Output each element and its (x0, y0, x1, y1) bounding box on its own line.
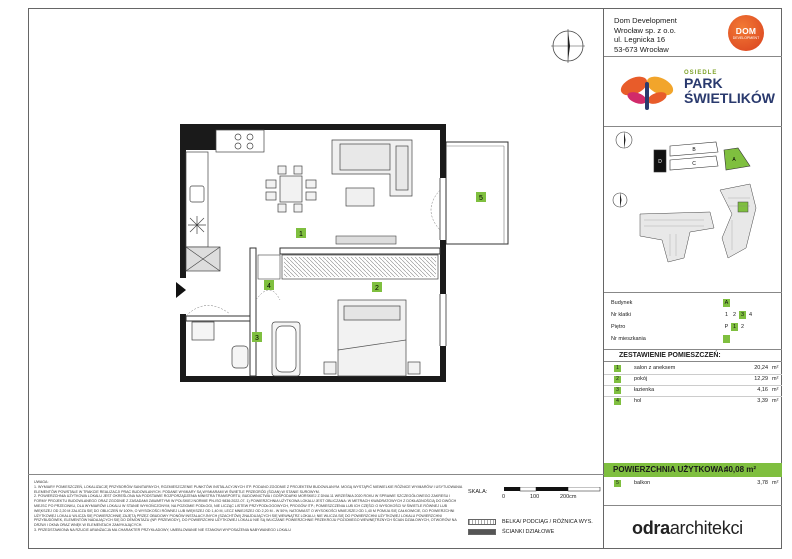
estate-prefix: OSIEDLE (684, 70, 718, 76)
company-line: 53-673 Wrocław (614, 44, 669, 54)
note-item: 3. PRZEDSTAWIONA NA RZUCIE ARANŻACJA MA CHARAKTER PRZYKŁADOWY, UMEBLOWANIE NIE STANOWI WYPOSAŻENIA NABYWANEGO LOKALU (34, 527, 291, 532)
building-d: D (658, 159, 662, 165)
room-row: 2 pokój 12,29 m² (614, 375, 780, 384)
scale-label: SKALA: (468, 489, 488, 495)
room-label-3: 3 (255, 335, 259, 342)
company-line: Dom Development (614, 16, 677, 25)
architect-logo: odraarchitekci (632, 518, 743, 538)
floor-plan (150, 100, 530, 400)
column (186, 130, 216, 150)
note-item: 1. WYMIARY POMIESZCZEŃ, LOKALIZACJĘ PRZYBORÓW SANITARNYCH, ROZMIESZCZENIE PUNKTÓW INSTALACYJNYCH ITP. PODANO ZGODNIE Z PROJEKTEM BUDOWLANYM. MOGĄ WYSTĄPIĆ NIEWIELKIE RÓŻNICE WYMIARÓW I USYTUOWANIA ELEMENTÓW POWSTAŁE W TRAKCIE REALIZACJI PRAC BUDOWLANYCH. PODANE WYMIARY SĄ WYMIARAMI W ŚWIETLE PRZEGRÓD (ŚCIAN) W STANIE SUROWYM. (34, 484, 463, 494)
note-item: 2. POWIERZCHNIA UŻYTKOWA LOKALU JEST OKREŚLONA NA PODSTAWIE ROZPORZĄDZENIA MINISTRA TRANSPORTU, BUDOWNICTWA I GOSPODARKI MORSKIEJ Z DNIA 11 WRZEŚNIA 2020 ROKU W SPRAWIE SZCZEGÓŁOWEGO ZAKRESU I FORMY PROJEKTU BUDOWLANEGO ORAZ ZGODNIE Z ZASADAMI ZAWARTYMI W POLSKIEJ NORMIE PN-ISO 9836:2022-07. 1) POWIERZCHNIA UŻYTKOWA LOKALU JEST OBLICZANA: W METRACH KWADRATOWYCH Z DOKŁADNOŚCIĄ DO DWÓCH MIEJSC PO PRZECINKU, DLA WYMIARÓW LOKALU W STANIE WYKOŃCZONYM, NA POZIOMIE PODŁOGI, NIE LICZĄC LISTEW PRZYPODŁOGOWYCH, PROGÓW ITP.; POMIESZCZENIA LUB ICH CZĘŚCI O WYSOKOŚCI W ŚWIETLE RÓWNEJ LUB WIĘKSZEJ OD 2,20 M ZALICZA SIĘ DO OBLICZEŃ W 100%, O WYSOKOŚCI RÓWNEJ LUB WIĘKSZEJ OD 1,40 M, LECZ MNIEJSZEJ OD 2,20 M - W 50%, NATOMIAST O WYSOKOŚCI MNIEJSZEJ OD 1,40 M POMIJA SIĘ CAŁKOWICIE, DO POWIERZCHNI UŻYTKOWEJ LOKALU WLICZA SIĘ POWIERZCHNIĘ ZAJĘTĄ PRZEZ OBUDOWY PIONÓW INSTALACYJNYCH (SZACHTÓW) ZNAJDUJĄCYCH SIĘ WEWNĄTRZ LOKALU; NIE WLICZA SIĘ DO POWIERZCHNI UŻYTKOWEJ LOKALU POWIERZCHNI PRZYBUDÓWEK, ELEMENTÓW NADAJĄCYCH SIĘ DO DEMONTAŻU (NP. PRZEWODY), DO POWIERZCHNI UŻYTKOWEJ LOKALU NIE SĄ WLICZANE POWIERZCHNIE PRZEKROJU POZIOMEGO WEWNĘTRZNYCH ŚCIAN DZIAŁOWYCH, OTWORÓW NA DRZWI I OKNA ORAZ WNĘK W ELEMENTACH ZAMYKAJĄCYCH. (34, 494, 457, 528)
usable-area-value: 40,08 m² (724, 465, 757, 474)
room-row-balcony: 5 balkon 3,78 m² (614, 479, 780, 488)
building-b: B (692, 147, 696, 153)
wall-east-top (440, 124, 446, 178)
notes-heading: UWAGA: (34, 480, 49, 484)
estate-name (684, 70, 775, 106)
company-address (614, 16, 677, 54)
wall-south (180, 376, 446, 382)
usable-area-label: POWIERZCHNIA UŻYTKOWA: (613, 465, 727, 474)
estate-name-line1: PARK (684, 75, 723, 91)
legend (468, 517, 593, 537)
room-label-1: 1 (299, 231, 303, 238)
scale-bar: SKALA: 0 100 200cm (468, 489, 487, 495)
company-line: ul. Legnicka 16 (614, 35, 666, 44)
wall-east-mid (440, 240, 446, 294)
dom-development-logo: DOM DEVELOPMENT (728, 15, 764, 51)
north-compass-icon (548, 26, 588, 66)
room-label-5: 5 (479, 195, 483, 202)
rooms-summary-title: ZESTAWIENIE POMIESZCZEŃ: (619, 352, 721, 359)
room-row: 4 hol 3,39 m² (614, 397, 780, 406)
wall-east-bottom (440, 346, 446, 382)
room-label-2: 2 (375, 285, 379, 292)
room-row: 1 salon z aneksem 20,24 m² (614, 364, 780, 373)
building-c: C (692, 161, 696, 167)
firefly-logo-icon (612, 66, 682, 118)
company-line: Wrocław sp. z o.o. (614, 25, 676, 35)
wall-north (180, 124, 446, 130)
disclaimer-notes (34, 480, 464, 533)
usable-area-bar (604, 463, 782, 477)
legend-item-partition: ŚCIANKI DZIAŁOWE (468, 527, 593, 537)
building-a: A (732, 157, 736, 163)
site-key-plan (610, 128, 780, 288)
room-label-4: 4 (267, 283, 271, 290)
legend-item-beam: BELKA/ PODCIĄG / RÓŻNICA WYS. (468, 517, 593, 527)
room-row: 3 łazienka 4,16 m² (614, 386, 780, 395)
wall-west (180, 124, 186, 382)
estate-name-line2: ŚWIETLIKÓW (684, 90, 775, 106)
